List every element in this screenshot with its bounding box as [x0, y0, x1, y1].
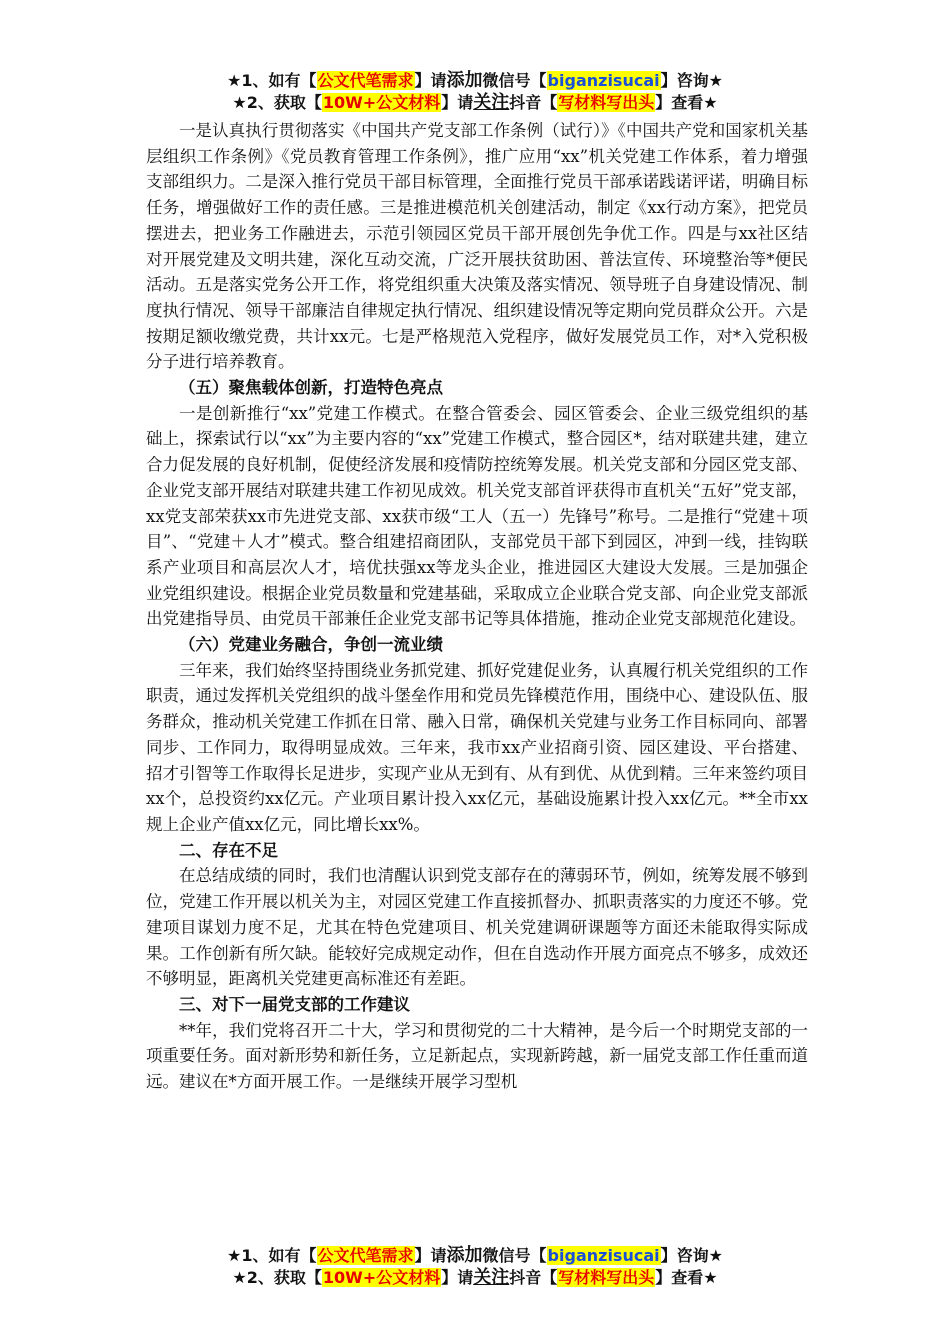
paragraph: 在总结成绩的同时，我们也清醒认识到党支部存在的薄弱环节，例如，统筹发展不够到位，党建工作开展以机关为主，对园区党建工作直接抓督办、抓职责落实的力度还不够。党建项目谋划力度不足，尤其在特色党建项目、机关党建调研课题等方面还未能取得实际成果。工作创新有所欠缺。能较好完成规定动作，但在自选动作开展方面亮点不够多，成效还不够明显，距离机关党建更高标准还有差距。	[146, 866, 808, 989]
paragraph: 一是创新推行“xx”党建工作模式。在整合管委会、园区管委会、企业三级党组织的基础上，探索试行以“xx”为主要内容的“xx”党建工作模式，整合园区*，结对联建共建，建立合力促发展的良好机制，促使经济发展和疫情防控统筹发展。机关党支部和分园区党支部、企业党支部开展结对联建共建工作初见成效。机关党支部首评获得市直机关“五好”党支部，xx党支部荣获xx市先进党支部、xx获市级“工人（五一）先锋号”称号。二是推行“党建＋项目”、“党建＋人才”模式。整合组建招商团队，支部党员干部下到园区，冲到一线，挂钩联系产业项目和高层次人才，培优扶强xx等龙头企业，推进园区大建设大发展。三是加强企业党组织建设。根据企业党员数量和党建基础，采取成立企业联合党支部、向企业党支部派出党建指导员、由党员干部兼任企业党支部书记等具体措施，推动企业党支部规范化建设。	[146, 403, 808, 629]
promo-text: 】请	[441, 1268, 474, 1287]
promo-text: 】查看★	[655, 93, 718, 112]
promo-highlight: 10W+公文材料	[322, 93, 441, 112]
promo-text: 抖音【	[509, 93, 558, 112]
promo-text: ★1、如有【	[227, 1246, 317, 1265]
promo-text: ★2、获取【	[232, 1268, 322, 1287]
promo-highlight: 写材料写出头	[558, 1268, 655, 1287]
promo-text: ★1、如有【	[227, 71, 317, 90]
promo-emphasis: 添加	[446, 1245, 483, 1266]
promo-highlight: 公文代笔需求	[317, 71, 414, 90]
promo-highlight: 写材料写出头	[558, 93, 655, 112]
document-body	[146, 118, 808, 1095]
promo-line-2	[0, 92, 950, 114]
promo-header	[0, 70, 950, 114]
section-heading: （五）聚焦载体创新，打造特色亮点	[179, 378, 443, 398]
promo-wechat-id: biganzisucai	[547, 71, 660, 90]
promo-text: ★2、获取【	[232, 93, 322, 112]
promo-line-1	[0, 70, 950, 92]
promo-text: 微信号【	[482, 71, 547, 90]
section-heading: 二、存在不足	[179, 840, 278, 860]
promo-emphasis: 添加	[446, 70, 483, 91]
promo-text: 】请	[414, 71, 447, 90]
promo-highlight: 公文代笔需求	[317, 1246, 414, 1265]
promo-emphasis: 关注	[473, 92, 510, 113]
promo-text: 】咨询★	[660, 71, 723, 90]
paragraph: **年，我们党将召开二十大，学习和贯彻党的二十大精神，是今后一个时期党支部的一项重要任务。面对新形势和新任务，立足新起点，实现新跨越，新一届党支部工作任重而道远。建议在*方面开展工作。一是继续开展学习型机	[146, 1020, 808, 1092]
promo-text: 】请	[441, 93, 474, 112]
promo-footer	[0, 1245, 950, 1289]
promo-emphasis: 关注	[473, 1267, 510, 1288]
promo-text: 微信号【	[482, 1246, 547, 1265]
promo-highlight: 10W+公文材料	[322, 1268, 441, 1287]
paragraph: 一是认真执行贯彻落实《中国共产党支部工作条例（试行）》《中国共产党和国家机关基层组织工作条例》《党员教育管理工作条例》，推广应用“xx”机关党建工作体系，着力增强支部组织力。二是深入推行党员干部目标管理，全面推行党员干部承诺践诺评诺，明确目标任务，增强做好工作的责任感。三是推进模范机关创建活动，制定《xx行动方案》，把党员摆进去，把业务工作融进去，示范引领园区党员干部开展创先争优工作。四是与xx社区结对开展党建及文明共建，深化互动交流，广泛开展扶贫助困、普法宣传、环境整治等*便民活动。五是落实党务公开工作，将党组织重大决策及落实情况、领导班子自身建设情况、制度执行情况、领导干部廉洁自律规定执行情况、组织建设情况等定期向党员群众公开。六是按期足额收缴党费，共计xx元。七是严格规范入党程序，做好发展党员工作，对*入党积极分子进行培养教育。	[146, 121, 808, 372]
promo-line-1	[0, 1245, 950, 1267]
section-heading: 三、对下一届党支部的工作建议	[179, 994, 410, 1014]
promo-text: 】请	[414, 1246, 447, 1265]
paragraph: 三年来，我们始终坚持围绕业务抓党建、抓好党建促业务，认真履行机关党组织的工作职责，通过发挥机关党组织的战斗堡垒作用和党员先锋模范作用，围绕中心、建设队伍、服务群众，推动机关党建工作抓在日常、融入日常，确保机关党建与业务工作目标同向、部署同步、工作同力，取得明显成效。三年来，我市xx产业招商引资、园区建设、平台搭建、招才引智等工作取得长足进步，实现产业从无到有、从有到优、从优到精。三年来签约项目xx个，总投资约xx亿元。产业项目累计投入xx亿元，基础设施累计投入xx亿元。**全市xx规上企业产值xx亿元，同比增长xx%。	[146, 660, 808, 834]
section-heading: （六）党建业务融合，争创一流业绩	[179, 635, 443, 655]
promo-wechat-id: biganzisucai	[547, 1246, 660, 1265]
promo-line-2	[0, 1267, 950, 1289]
promo-text: 】咨询★	[660, 1246, 723, 1265]
promo-text: 】查看★	[655, 1268, 718, 1287]
promo-text: 抖音【	[509, 1268, 558, 1287]
